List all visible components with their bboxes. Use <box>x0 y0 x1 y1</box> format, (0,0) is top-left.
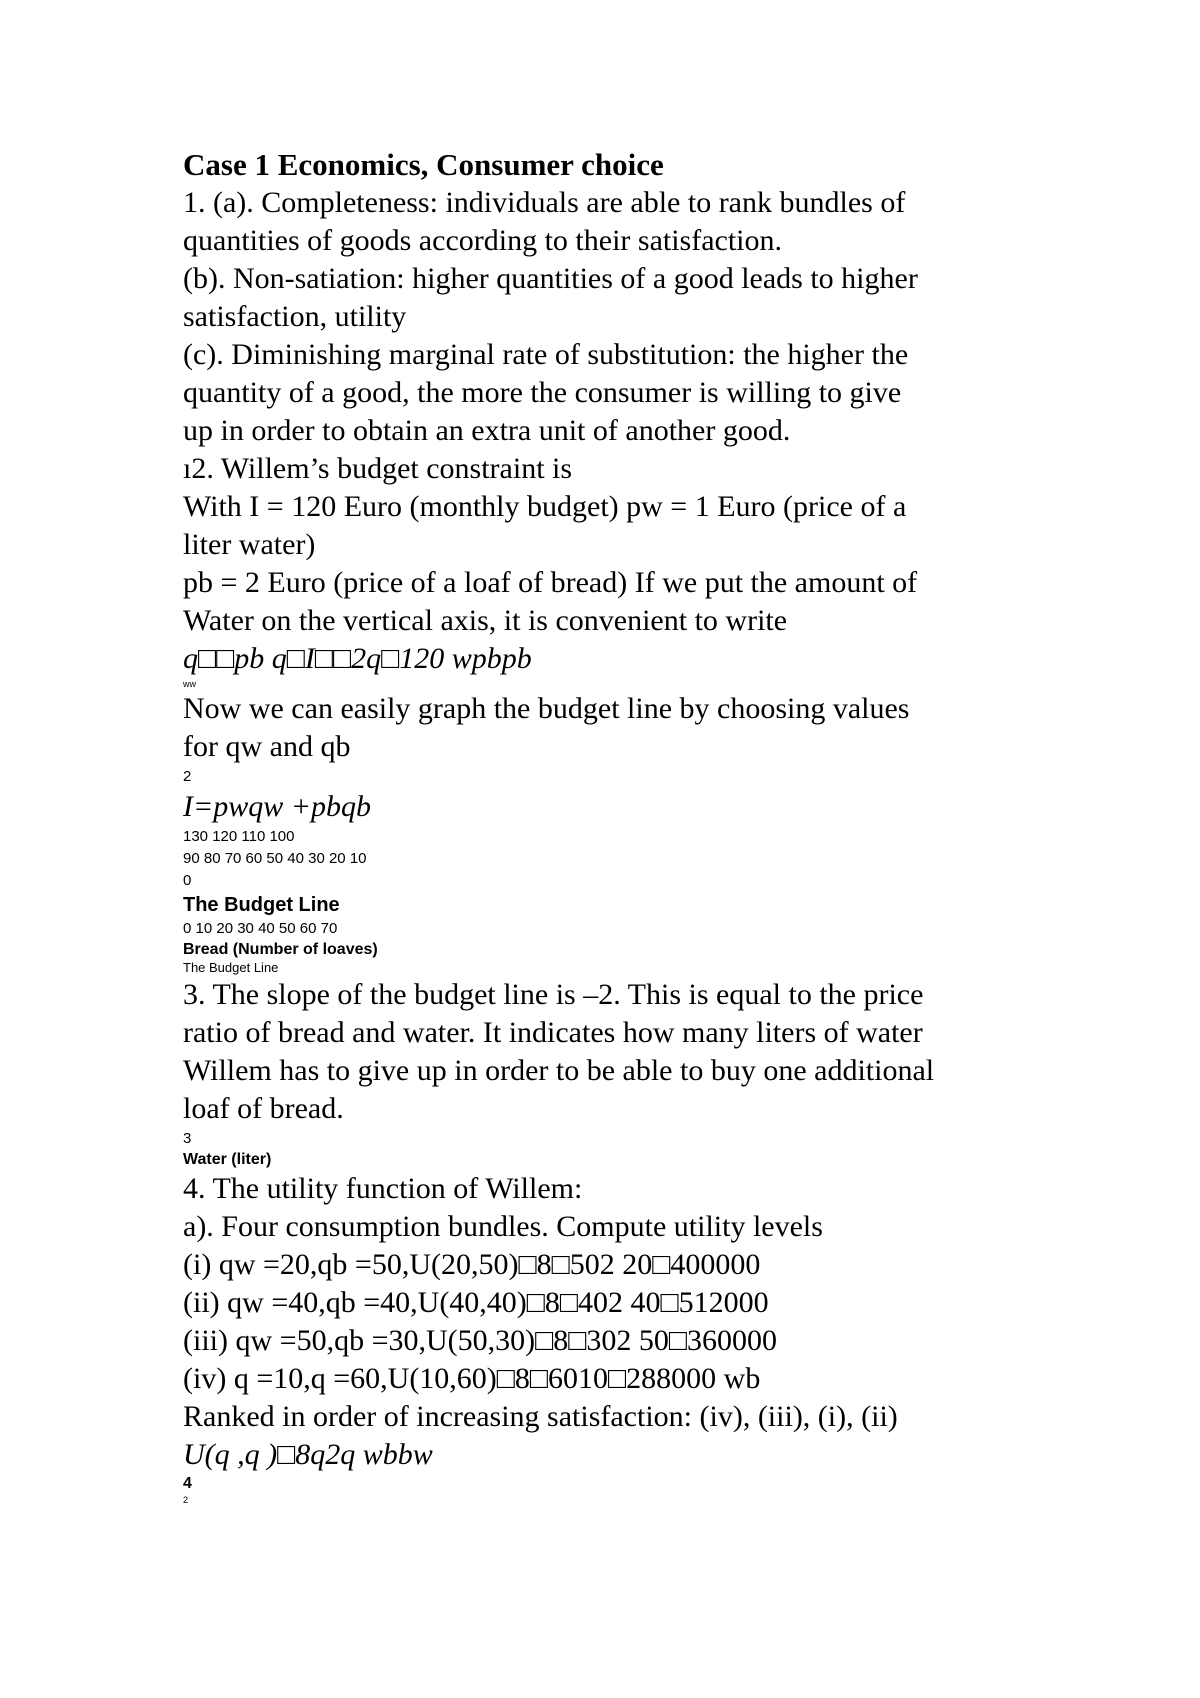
text-line: 2 <box>183 1495 189 1505</box>
text-line: 0 10 20 30 40 50 60 70 <box>183 920 338 937</box>
text-line: satisfaction, utility <box>183 300 407 333</box>
text-line: 4. The utility function of Willem: <box>183 1172 583 1205</box>
text-line: 90 80 70 60 50 40 30 20 10 <box>183 850 367 867</box>
text-line: pb = 2 Euro (price of a loaf of bread) If we put the amount of <box>183 566 918 599</box>
text-line: a). Four consumption bundles. Compute utility levels <box>183 1210 823 1243</box>
text-line: 4 <box>183 1475 192 1492</box>
text-line: q□□pb q□I□□2q□120 wpbpb <box>183 642 532 675</box>
text-line: up in order to obtain an extra unit of another good. <box>183 414 791 447</box>
text-line: quantity of a good, the more the consumer is willing to give <box>183 376 902 409</box>
text-line: quantities of goods according to their satisfaction. <box>183 224 783 257</box>
text-line: 3 <box>183 1130 192 1147</box>
text-line: 1. (a). Completeness: individuals are able to rank bundles of <box>183 186 906 219</box>
text-line: 3. The slope of the budget line is –2. This is equal to the price <box>183 978 924 1011</box>
text-line: Water (liter) <box>183 1151 272 1168</box>
text-line: The Budget Line <box>183 960 279 975</box>
text-line: Willem has to give up in order to be able to buy one additional <box>183 1054 935 1087</box>
text-line: Ranked in order of increasing satisfaction: (iv), (iii), (i), (ii) <box>183 1400 898 1433</box>
text-line: (b). Non-satiation: higher quantities of a good leads to higher <box>183 262 918 295</box>
document-content <box>183 146 1063 1506</box>
text-line: 0 <box>183 872 192 889</box>
text-line: Bread (Number of loaves) <box>183 941 378 958</box>
text-line: for qw and qb <box>183 730 351 763</box>
document-body <box>183 184 1063 1506</box>
text-line: (c). Diminishing marginal rate of substitution: the higher the <box>183 338 909 371</box>
text-line: (ii) qw =40,qb =40,U(40,40)□8□402 40□512000 <box>183 1286 769 1319</box>
text-line: (i) qw =20,qb =50,U(20,50)□8□502 20□400000 <box>183 1248 761 1281</box>
document-title: Case 1 Economics, Consumer choice <box>183 147 664 182</box>
text-line: Now we can easily graph the budget line by choosing values <box>183 692 910 725</box>
text-line: ı2. Willem’s budget constraint is <box>183 452 573 485</box>
text-line: ratio of bread and water. It indicates how many liters of water <box>183 1016 923 1049</box>
text-line: The Budget Line <box>183 894 340 916</box>
text-line: (iv) q =10,q =60,U(10,60)□8□6010□288000 wb <box>183 1362 761 1395</box>
text-line: loaf of bread. <box>183 1092 344 1125</box>
text-line: ww <box>183 679 196 689</box>
text-line: (iii) qw =50,qb =30,U(50,30)□8□302 50□360000 <box>183 1324 777 1357</box>
text-line: 130 120 110 100 <box>183 828 295 845</box>
text-line: I=pwqw +pbqb <box>183 790 371 823</box>
text-line: U(q ,q )□8q2q wbbw <box>183 1438 433 1471</box>
text-line: Water on the vertical axis, it is convenient to write <box>183 604 788 637</box>
text-line: 2 <box>183 768 192 785</box>
text-line: With I = 120 Euro (monthly budget) pw = 1 Euro (price of a <box>183 490 907 523</box>
text-line: liter water) <box>183 528 316 561</box>
